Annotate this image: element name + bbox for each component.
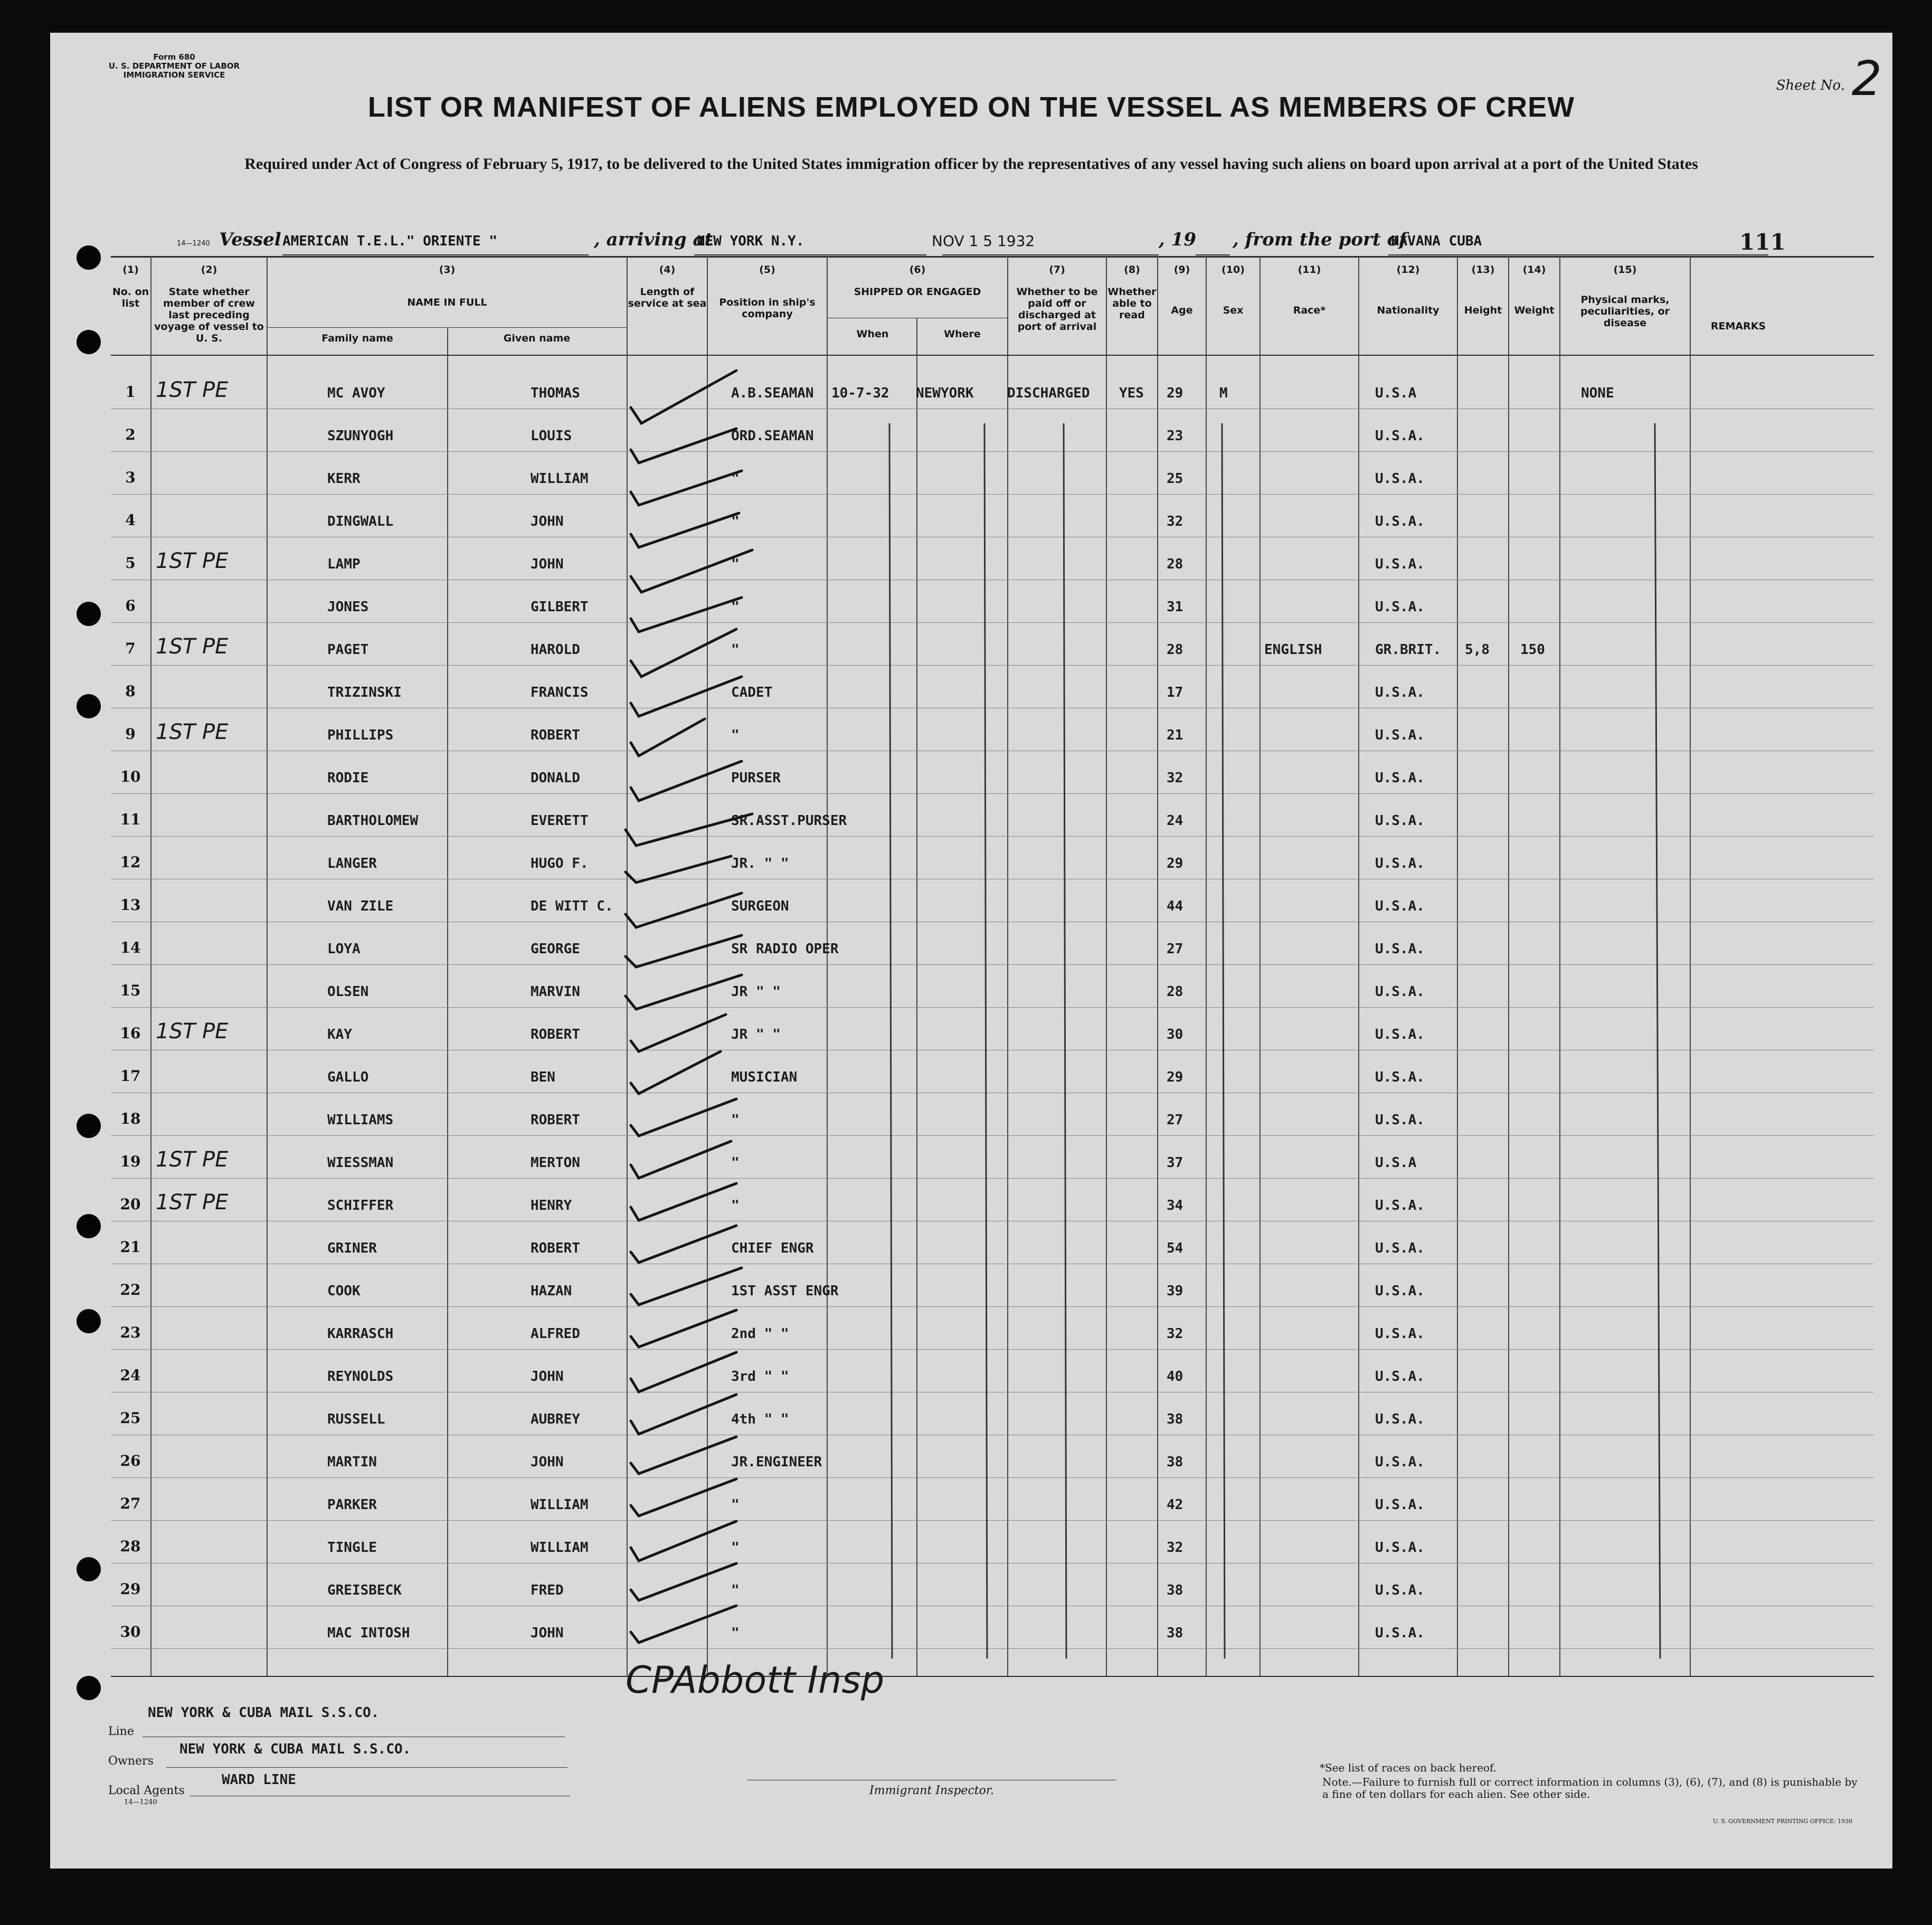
arriving-value: NEW YORK N.Y. <box>697 233 804 249</box>
previous-voyage-cell: 1ST PE <box>156 549 229 573</box>
position-cell: " <box>731 727 740 743</box>
family-name-cell: RODIE <box>327 770 369 786</box>
row-number-cell: 22 <box>120 1281 141 1298</box>
nationality-cell: U.S.A. <box>1375 770 1425 786</box>
row-number-cell: 1 <box>125 383 136 401</box>
age-cell: 29 <box>1167 385 1183 401</box>
nationality-cell: U.S.A. <box>1375 1283 1425 1299</box>
sex-cell: M <box>1219 385 1228 401</box>
age-cell: 24 <box>1167 813 1183 829</box>
given-name-cell: EVERETT <box>531 813 589 829</box>
arriving-label: , arriving at <box>594 229 713 250</box>
previous-voyage-cell: 1ST PE <box>156 720 229 744</box>
col-2-header: (2) State whether member of crew last preceding voyage of vessel to U. S. <box>154 264 264 344</box>
row-number-cell: 18 <box>120 1110 141 1127</box>
binder-hole <box>77 1557 101 1581</box>
col-1-header: (1) No. on list <box>112 264 149 309</box>
position-cell: " <box>731 1582 740 1598</box>
nationality-cell: U.S.A. <box>1375 941 1425 957</box>
given-name-cell: HENRY <box>531 1198 572 1213</box>
from-port-label: , from the port of <box>1233 229 1407 250</box>
row-number-cell: 4 <box>125 511 136 529</box>
age-cell: 25 <box>1167 471 1183 487</box>
nationality-cell: U.S.A. <box>1375 1326 1425 1342</box>
race-cell: ENGLISH <box>1264 642 1322 658</box>
family-name-cell: SCHIFFER <box>327 1198 394 1213</box>
checkmark-strokes <box>610 349 789 1701</box>
position-cell: " <box>731 1497 740 1513</box>
row-number-cell: 27 <box>120 1495 141 1512</box>
row-number-cell: 5 <box>125 554 136 572</box>
col-9-header: (9) Age <box>1171 264 1193 316</box>
col-15-header: (15) Physical marks, peculiarities, or disease <box>1580 264 1670 329</box>
age-cell: 32 <box>1167 770 1183 786</box>
position-cell: CADET <box>731 685 773 700</box>
family-name-cell: GALLO <box>327 1069 369 1085</box>
given-name-cell: ALFRED <box>531 1326 580 1342</box>
age-cell: 30 <box>1167 1027 1183 1042</box>
family-name-cell: MARTIN <box>327 1454 377 1470</box>
previous-voyage-cell: 1ST PE <box>156 1019 229 1044</box>
previous-voyage-cell: 1ST PE <box>156 378 229 402</box>
nationality-cell: U.S.A. <box>1375 1198 1425 1213</box>
line-value: NEW YORK & CUBA MAIL S.S.CO. <box>148 1705 380 1721</box>
nationality-cell: U.S.A. <box>1375 685 1425 700</box>
col-7-header: (7) Whether to be paid off or discharged at port of arrival <box>1016 264 1098 333</box>
position-cell: CHIEF ENGR <box>731 1240 814 1256</box>
nationality-cell: U.S.A. <box>1375 1454 1425 1470</box>
position-cell: " <box>731 556 740 572</box>
row-number-cell: 29 <box>120 1580 141 1598</box>
age-cell: 32 <box>1167 1540 1183 1556</box>
family-name-cell: OLSEN <box>327 984 369 1000</box>
owners-label: Owners <box>108 1755 154 1768</box>
nationality-cell: GR.BRIT. <box>1375 642 1442 658</box>
row-number-cell: 6 <box>125 597 136 614</box>
position-cell: " <box>731 1112 740 1128</box>
family-name-cell: PHILLIPS <box>327 727 394 743</box>
form-service: IMMIGRATION SERVICE <box>123 70 225 80</box>
given-name-cell: DONALD <box>531 770 580 786</box>
form-number: Form 680 <box>153 52 195 62</box>
nationality-cell: U.S.A. <box>1375 1069 1425 1085</box>
year-label: , 19 <box>1159 229 1196 250</box>
family-name-cell: PAGET <box>327 642 369 658</box>
position-cell: " <box>731 599 740 615</box>
row-number-cell: 24 <box>120 1367 141 1384</box>
family-name-cell: TINGLE <box>327 1540 377 1556</box>
nationality-cell: U.S.A. <box>1375 984 1425 1000</box>
family-name-cell: SZUNYOGH <box>327 428 394 444</box>
races-note: *See list of races on back hereof. <box>1320 1761 1497 1774</box>
binder-hole <box>77 1309 101 1333</box>
row-number-cell: 10 <box>120 768 141 785</box>
age-cell: 38 <box>1167 1625 1183 1641</box>
age-cell: 27 <box>1167 1112 1183 1128</box>
vessel-value: AMERICAN T.E.L." ORIENTE " <box>282 233 497 249</box>
position-cell: 2nd " " <box>731 1326 789 1342</box>
nationality-cell: U.S.A. <box>1375 727 1425 743</box>
ditto-strokes <box>874 423 1692 1669</box>
binder-hole <box>77 694 101 718</box>
position-cell: 3rd " " <box>731 1369 789 1385</box>
col-11-header: (11) Race* <box>1293 264 1326 316</box>
position-cell: ORD.SEAMAN <box>731 428 814 444</box>
form-identifier <box>100 53 248 80</box>
family-name-cell: MC AVOY <box>327 385 385 401</box>
given-name-cell: GEORGE <box>531 941 580 957</box>
position-cell: A.B.SEAMAN <box>731 385 814 401</box>
nationality-cell: U.S.A. <box>1375 1112 1425 1128</box>
previous-voyage-cell: 1ST PE <box>156 1148 229 1172</box>
row-number-cell: 14 <box>120 939 141 956</box>
position-cell: " <box>731 471 740 487</box>
row-number-cell: 20 <box>120 1196 141 1213</box>
col-3-given: Given name <box>503 333 571 344</box>
age-cell: 54 <box>1167 1240 1183 1256</box>
given-name-cell: ROBERT <box>531 1240 580 1256</box>
position-cell: " <box>731 1198 740 1213</box>
binder-hole <box>77 1114 101 1138</box>
row-number-cell: 9 <box>125 725 136 743</box>
header-bottom-rule <box>111 355 1874 356</box>
row-number-cell: 21 <box>120 1238 141 1256</box>
row-number-cell: 13 <box>120 896 141 914</box>
col-10-header: (10) Sex <box>1221 264 1245 316</box>
nationality-cell: U.S.A. <box>1375 1411 1425 1427</box>
nationality-cell: U.S.A. <box>1375 1540 1425 1556</box>
arrival-date: NOV 1 5 1932 <box>932 232 1035 250</box>
age-cell: 38 <box>1167 1411 1183 1427</box>
from-port-value: HAVANA CUBA <box>1391 233 1482 249</box>
binder-hole <box>77 1214 101 1238</box>
row-number-cell: 8 <box>125 682 136 700</box>
form-department: U. S. DEPARTMENT OF LABOR <box>108 61 240 71</box>
family-name-cell: COOK <box>327 1283 361 1299</box>
given-name-cell: WILLIAM <box>531 1540 589 1556</box>
row-number-cell: 28 <box>120 1538 141 1555</box>
age-cell: 42 <box>1167 1497 1183 1513</box>
owners-value: NEW YORK & CUBA MAIL S.S.CO. <box>179 1741 411 1757</box>
family-name-cell: LANGER <box>327 856 377 871</box>
binder-hole <box>77 245 101 270</box>
given-name-cell: JOHN <box>531 1454 564 1470</box>
shipped-where-cell: NEWYORK <box>916 385 974 401</box>
age-cell: 29 <box>1167 1069 1183 1085</box>
given-name-cell: WILLIAM <box>531 471 589 487</box>
nationality-cell: U.S.A. <box>1375 514 1425 529</box>
nationality-cell: U.S.A <box>1375 1155 1417 1171</box>
nationality-cell: U.S.A. <box>1375 1027 1425 1042</box>
binder-hole <box>77 1676 101 1700</box>
vessel-label: Vessel <box>219 229 281 250</box>
given-name-cell: FRANCIS <box>531 685 589 700</box>
page-number: 111 <box>1739 229 1786 255</box>
family-name-cell: PARKER <box>327 1497 377 1513</box>
given-name-cell: AUBREY <box>531 1411 580 1427</box>
age-cell: 23 <box>1167 428 1183 444</box>
given-name-cell: ROBERT <box>531 727 580 743</box>
nationality-cell: U.S.A. <box>1375 1240 1425 1256</box>
paid-off-cell: DISCHARGED <box>1007 385 1090 401</box>
family-name-cell: DINGWALL <box>327 514 394 529</box>
col-6-when: When <box>856 328 889 340</box>
col-6-where: Where <box>944 328 981 340</box>
position-cell: PURSER <box>731 770 781 786</box>
nationality-cell: U.S.A. <box>1375 856 1425 871</box>
position-cell: SR RADIO OPER <box>731 941 839 957</box>
col-8-header: (8) Whether able to read <box>1107 264 1157 321</box>
row-number-cell: 17 <box>120 1067 141 1085</box>
family-name-cell: MAC INTOSH <box>327 1625 410 1641</box>
family-name-cell: LAMP <box>327 556 361 572</box>
family-name-cell: GRINER <box>327 1240 377 1256</box>
nationality-cell: U.S.A. <box>1375 1497 1425 1513</box>
row-number-cell: 11 <box>120 811 141 828</box>
agents-label: Local Agents <box>108 1784 185 1797</box>
age-cell: 32 <box>1167 1326 1183 1342</box>
col-6-header: (6) SHIPPED OR ENGAGED <box>854 264 981 298</box>
col-3-header: (3) NAME IN FULL <box>407 264 487 308</box>
agents-code: 14—1240 <box>124 1798 157 1806</box>
age-cell: 44 <box>1167 898 1183 914</box>
position-cell: " <box>731 514 740 529</box>
position-cell: SR.ASST.PURSER <box>731 813 847 829</box>
family-name-cell: KAY <box>327 1027 352 1042</box>
agents-value: WARD LINE <box>222 1772 296 1788</box>
family-name-cell: JONES <box>327 599 369 615</box>
position-cell: JR. " " <box>731 856 789 871</box>
given-name-cell: MARVIN <box>531 984 580 1000</box>
row-number-cell: 25 <box>120 1409 141 1427</box>
previous-voyage-cell: 1ST PE <box>156 634 229 659</box>
family-name-cell: BARTHOLOMEW <box>327 813 419 829</box>
age-cell: 28 <box>1167 642 1183 658</box>
inspector-signature: CPAbbott Insp <box>626 1658 885 1702</box>
binder-hole <box>77 330 101 354</box>
given-name-cell: GILBERT <box>531 599 589 615</box>
given-name-cell: HAROLD <box>531 642 580 658</box>
given-name-cell: JOHN <box>531 514 564 529</box>
age-cell: 34 <box>1167 1198 1183 1213</box>
family-name-cell: KARRASCH <box>327 1326 394 1342</box>
nationality-cell: U.S.A. <box>1375 1582 1425 1598</box>
family-name-cell: REYNOLDS <box>327 1369 394 1385</box>
family-name-cell: RUSSELL <box>327 1411 385 1427</box>
position-cell: MUSICIAN <box>731 1069 798 1085</box>
weight-cell: 150 <box>1520 642 1545 658</box>
age-cell: 28 <box>1167 556 1183 572</box>
col-12-header: (12) Nationality <box>1377 264 1439 316</box>
family-name-cell: WILLIAMS <box>327 1112 394 1128</box>
nationality-cell: U.S.A. <box>1375 813 1425 829</box>
stock-code: 14—1240 <box>177 240 210 248</box>
nationality-cell: U.S.A. <box>1375 471 1425 487</box>
row-number-cell: 23 <box>120 1324 141 1341</box>
previous-voyage-cell: 1ST PE <box>156 1190 229 1215</box>
position-cell: " <box>731 1540 740 1556</box>
col-5-header: (5) Position in ship's company <box>719 264 816 320</box>
given-name-cell: JOHN <box>531 556 564 572</box>
binder-hole <box>77 602 101 626</box>
given-name-cell: JOHN <box>531 1369 564 1385</box>
position-cell: JR " " <box>731 984 781 1000</box>
printer-credit: U. S. GOVERNMENT PRINTING OFFICE: 1930 <box>1713 1818 1853 1825</box>
row-number-cell: 16 <box>120 1025 141 1042</box>
nationality-cell: U.S.A. <box>1375 599 1425 615</box>
given-name-cell: ROBERT <box>531 1112 580 1128</box>
col-14-header: (14) Weight <box>1514 264 1555 316</box>
nationality-cell: U.S.A. <box>1375 898 1425 914</box>
position-cell: " <box>731 642 740 658</box>
physical-marks-cell: NONE <box>1581 385 1614 401</box>
table-top-rule <box>111 256 1874 258</box>
age-cell: 29 <box>1167 856 1183 871</box>
family-name-cell: GREISBECK <box>327 1582 402 1598</box>
table-bottom-rule <box>111 1676 1874 1677</box>
given-name-cell: ROBERT <box>531 1027 580 1042</box>
row-number-cell: 2 <box>125 426 136 443</box>
position-cell: " <box>731 1625 740 1641</box>
age-cell: 32 <box>1167 514 1183 529</box>
line-label: Line <box>108 1725 134 1738</box>
col-3-family: Family name <box>321 333 393 344</box>
family-name-cell: VAN ZILE <box>327 898 394 914</box>
nationality-cell: U.S.A <box>1375 385 1417 401</box>
position-cell: " <box>731 1155 740 1171</box>
col-4-header: (4) Length of service at sea <box>628 264 707 309</box>
able-to-read-cell: YES <box>1119 385 1144 401</box>
age-cell: 38 <box>1167 1582 1183 1598</box>
manifest-sheet <box>50 33 1892 1869</box>
given-name-cell: FRED <box>531 1582 564 1598</box>
position-cell: SURGEON <box>731 898 789 914</box>
given-name-cell: JOHN <box>531 1625 564 1641</box>
given-name-cell: THOMAS <box>531 385 580 401</box>
age-cell: 21 <box>1167 727 1183 743</box>
nationality-cell: U.S.A. <box>1375 1625 1425 1641</box>
fine-note: Note.—Failure to furnish full or correct information in columns (3), (6), (7), and (8) is punishable by a fine of ten dollars for each alien. See other side. <box>1322 1776 1858 1800</box>
family-name-cell: LOYA <box>327 941 361 957</box>
page-subtitle: Required under Act of Congress of February 5, 1917, to be delivered to the United States immigration officer by the representatives of any vessel having such aliens on board upon arrival at a port of the United States <box>244 155 1698 173</box>
height-cell: 5,8 <box>1465 642 1490 658</box>
family-name-cell: WIESSMAN <box>327 1155 394 1171</box>
given-name-cell: HUGO F. <box>531 856 589 871</box>
col-remarks-header: REMARKS <box>1710 320 1766 332</box>
age-cell: 17 <box>1167 685 1183 700</box>
nationality-cell: U.S.A. <box>1375 556 1425 572</box>
family-name-cell: TRIZINSKI <box>327 685 402 700</box>
row-number-cell: 7 <box>125 640 136 657</box>
age-cell: 31 <box>1167 599 1183 615</box>
age-cell: 39 <box>1167 1283 1183 1299</box>
row-number-cell: 3 <box>125 469 136 486</box>
sheet-number: 2 <box>1851 51 1882 107</box>
age-cell: 27 <box>1167 941 1183 957</box>
row-number-cell: 26 <box>120 1452 141 1469</box>
nationality-cell: U.S.A. <box>1375 1369 1425 1385</box>
given-name-cell: MERTON <box>531 1155 580 1171</box>
col-13-header: (13) Height <box>1464 264 1502 316</box>
row-number-cell: 15 <box>120 982 141 999</box>
given-name-cell: LOUIS <box>531 428 572 444</box>
sheet-label: Sheet No. <box>1776 78 1845 93</box>
age-cell: 40 <box>1167 1369 1183 1385</box>
page-title: LIST OR MANIFEST OF ALIENS EMPLOYED ON THE VESSEL AS MEMBERS OF CREW <box>367 91 1575 123</box>
family-name-cell: KERR <box>327 471 361 487</box>
given-name-cell: BEN <box>531 1069 555 1085</box>
age-cell: 28 <box>1167 984 1183 1000</box>
given-name-cell: WILLIAM <box>531 1497 589 1513</box>
nationality-cell: U.S.A. <box>1375 428 1425 444</box>
row-number-cell: 19 <box>120 1153 141 1170</box>
position-cell: JR " " <box>731 1027 781 1042</box>
position-cell: JR.ENGINEER <box>731 1454 822 1470</box>
age-cell: 38 <box>1167 1454 1183 1470</box>
row-number-cell: 12 <box>120 854 141 871</box>
position-cell: 4th " " <box>731 1411 789 1427</box>
row-number-cell: 30 <box>120 1623 141 1640</box>
age-cell: 37 <box>1167 1155 1183 1171</box>
given-name-cell: HAZAN <box>531 1283 572 1299</box>
given-name-cell: DE WITT C. <box>531 898 613 914</box>
shipped-when-cell: 10-7-32 <box>831 385 889 401</box>
position-cell: 1ST ASST ENGR <box>731 1283 839 1299</box>
inspector-label: Immigrant Inspector. <box>869 1784 994 1797</box>
